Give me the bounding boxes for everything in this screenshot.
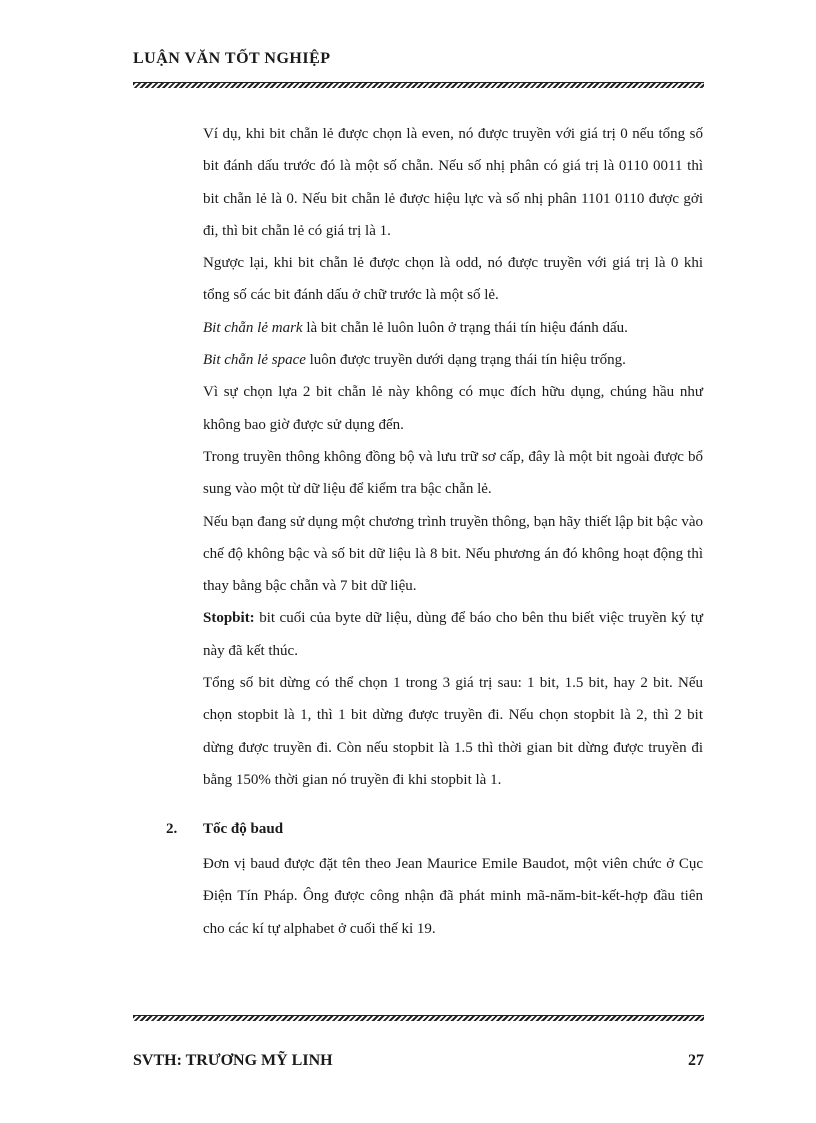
space-text: luôn được truyền dưới dạng trạng thái tín hiệu trống. [305,352,626,369]
paragraph-async: Trong truyền thông không đồng bộ và lưu trữ sơ cấp, đây là một bit ngoài được bổ sung vào một từ dữ liệu để kiểm tra bậc chẵn lẻ. [203,448,703,498]
mark-text: là bit chẵn lẻ luôn luôn ở trạng thái tín hiệu đánh dấu. [302,319,628,336]
paragraph-stopbit [203,602,703,667]
term-mark: Bit chẵn lẻ mark [203,319,303,336]
body-text [203,118,703,796]
page-number: 27 [688,1052,704,1069]
header-divider [133,82,704,88]
section-number: 2. [166,821,178,837]
paragraph-baud: Đơn vị baud được đặt tên theo Jean Maurice Emile Baudot, một viên chức ở Cục Điện Tín Pháp. Ông được công nhận đã phát minh mã-năm-bit-kết-hợp đầu tiên cho các kí tự alphabet ở cuối thế kỉ 19. [203,856,703,937]
section-title: Tốc độ baud [203,821,284,837]
term-space: Bit chẵn lẻ space [203,352,306,369]
paragraph-mark [203,312,703,344]
term-stopbit: Stopbit: [203,610,255,627]
header-title: LUẬN VĂN TỐT NGHIỆP [133,50,331,67]
paragraph-usefulness: Vì sự chọn lựa 2 bit chẵn lẻ này không có mục đích hữu dụng, chúng hầu như không bao giờ được sử dụng đến. [203,384,703,433]
footer-divider [133,1015,704,1021]
paragraph-odd: Ngược lại, khi bit chẵn lẻ được chọn là odd, nó được truyền với giá trị là 0 khi tổng số các bit đánh dấu ở chữ trước là một số lẻ. [203,255,703,304]
paragraph-space [203,344,703,376]
section-heading [166,821,283,838]
paragraph-settings: Nếu bạn đang sử dụng một chương trình truyền thông, bạn hãy thiết lập bit bậc vào chế độ không bậc và số bit dữ liệu là 8 bit. Nếu phương án đó không hoạt động thì thay bằng bậc chẵn và 7 bit dữ liệu. [203,513,703,595]
footer-author: SVTH: TRƯƠNG MỸ LINH [133,1052,333,1069]
paragraph-even: Ví dụ, khi bit chẵn lẻ được chọn là even, nó được truyền với giá trị 0 nếu tổng số bit đánh dấu trước đó là một số chẵn. Nếu số nhị phân có giá trị là 0110 0011 thì bit chẵn lẻ là 0. Nếu bit chẵn lẻ được hiệu lực và số nhị phân 1101 0110 được gởi đi, thì bit chẵn lẻ có giá trị là 1. [203,126,703,239]
section-body [203,848,703,945]
stopbit-text: bit cuối của byte dữ liệu, dùng để báo cho bên thu biết việc truyền ký tự này đã kết thúc. [203,610,703,659]
paragraph-stopbit-values: Tổng số bit dừng có thể chọn 1 trong 3 giá trị sau: 1 bit, 1.5 bit, hay 2 bit. Nếu chọn stopbit là 1, thì 1 bit dừng được truyền đi. Nếu chọn stopbit là 2, thì 2 bit dừng được truyền đi. Còn nếu stopbit là 1.5 thì thời gian bit dừng được truyền đi bằng 150% thời gian nó truyền đi khi stopbit là 1. [203,675,703,788]
